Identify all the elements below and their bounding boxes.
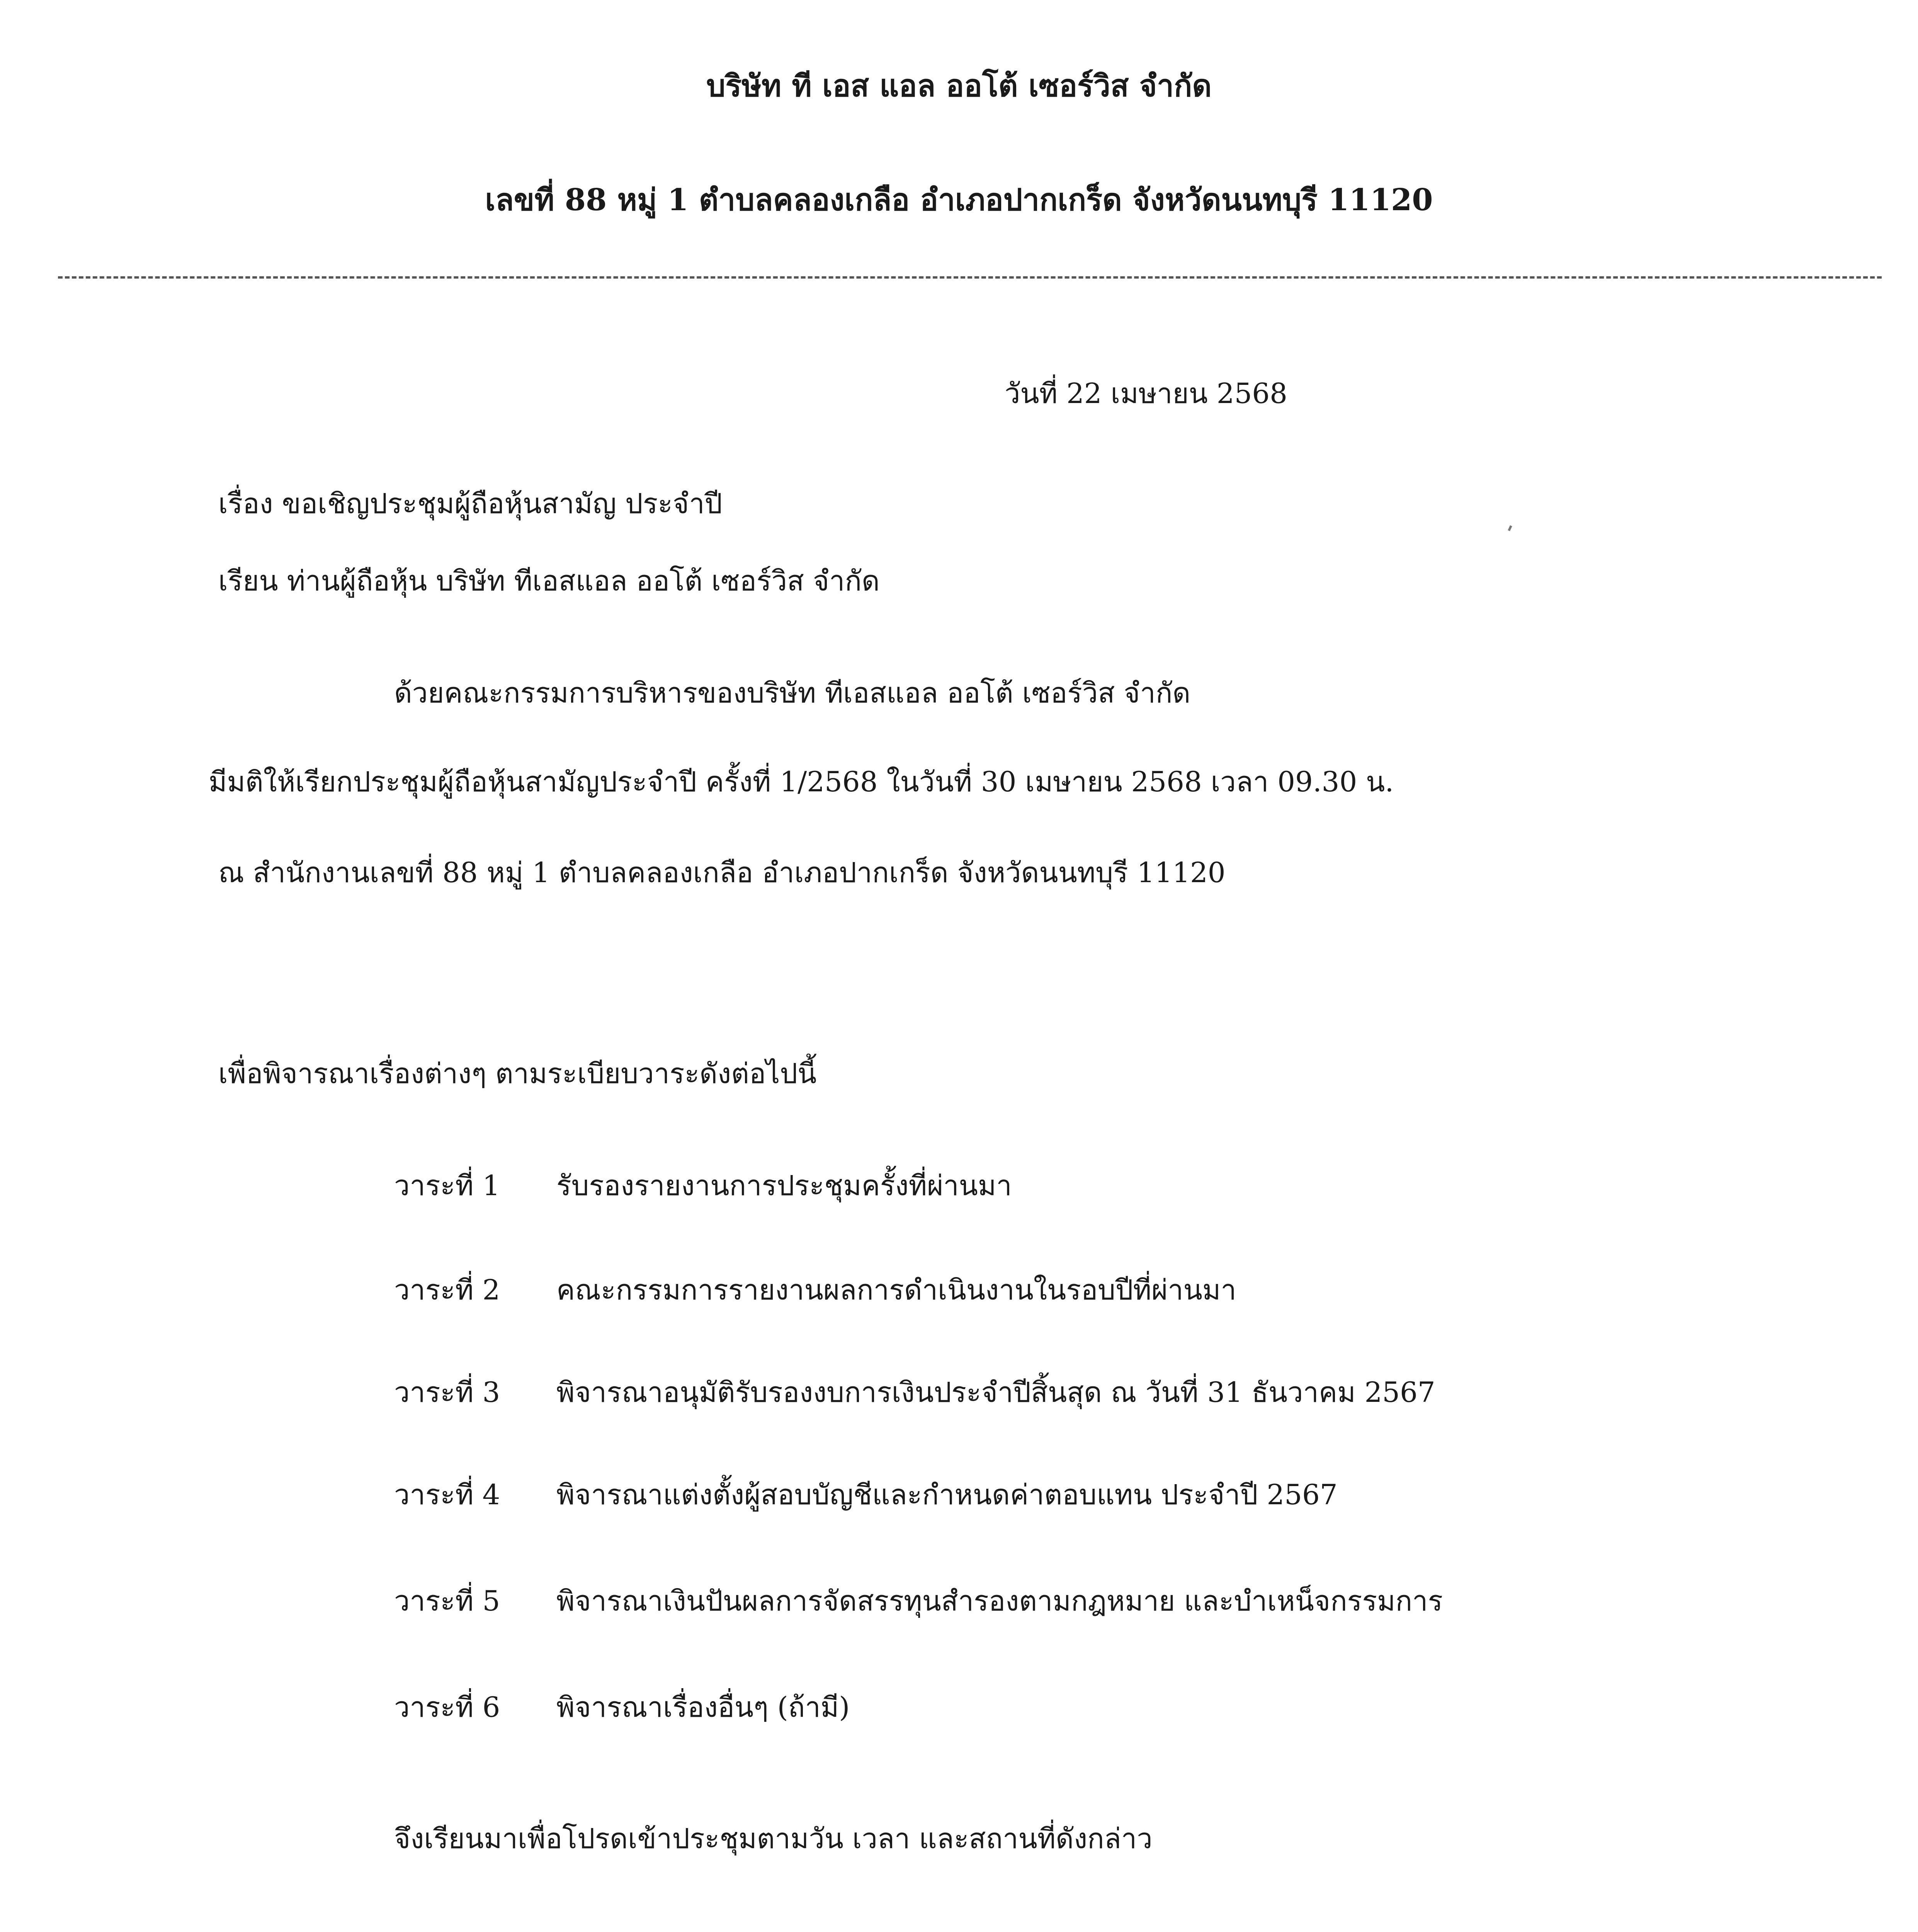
agenda-text: พิจารณาเงินปันผลการจัดสรรทุนสำรองตามกฎหมาย และบำเหน็จกรรมการ [556,1585,1443,1617]
closing-regards [1043,1928,1546,1932]
header-divider [58,276,1882,279]
agenda-text: พิจารณาอนุมัติรับรองงบการเงินประจำปีสิ้นสุด ณ วันที่ 31 ธันวาคม 2567 [556,1376,1435,1408]
agenda-text: รับรองรายงานการประชุมครั้งที่ผ่านมา [556,1169,1012,1202]
agenda-item [394,1578,1443,1623]
agenda-item [394,1267,1236,1312]
agenda-text: คณะกรรมการรายงานผลการดำเนินงานในรอบปีที่ผ่านมา [556,1274,1236,1306]
agenda-number: วาระที่ 4 [394,1478,500,1511]
agenda-number: วาระที่ 6 [394,1691,500,1723]
agenda-intro: เพื่อพิจารณาเรื่องต่างๆ ตามระเบียบวาระดังต่อไปนี้ [218,1057,817,1090]
agenda-number: วาระที่ 5 [394,1585,500,1617]
letter-recipient: เรียน ท่านผู้ถือหุ้น บริษัท ทีเอสแอล ออโต้ เซอร์วิส จำกัด [218,565,880,597]
body-line-2: มีมติให้เรียกประชุมผู้ถือหุ้นสามัญประจำปี ครั้งที่ 1/2568 ในวันที่ 30 เมษายน 2568 เวลา 09.30 น. [209,765,1394,798]
agenda-item [394,1685,850,1729]
company-address: เลขที่ 88 หมู่ 1 ตำบลคลองเกลือ อำเภอปากเกร็ด จังหวัดนนทบุรี 11120 [485,182,1433,218]
letter-subject: เรื่อง ขอเชิญประชุมผู้ถือหุ้นสามัญ ประจำปี [218,487,723,520]
agenda-item [394,1472,1338,1517]
agenda-number: วาระที่ 1 [394,1169,500,1202]
agenda-text: พิจารณาเรื่องอื่นๆ (ถ้ามี) [556,1691,850,1723]
letter-date: วันที่ 22 เมษายน 2568 [1005,377,1287,410]
agenda-number: วาระที่ 3 [394,1376,500,1408]
company-name: บริษัท ที เอส แอล ออโต้ เซอร์วิส จำกัด [706,68,1212,104]
agenda-text: พิจารณาแต่งตั้งผู้สอบบัญชีและกำหนดค่าตอบแทน ประจำปี 2567 [556,1478,1338,1511]
agenda-number: วาระที่ 2 [394,1274,500,1306]
scan-mark [1508,525,1512,531]
agenda-item [394,1163,1012,1208]
body-line-1: ด้วยคณะกรรมการบริหารของบริษัท ทีเอสแอล ออโต้ เซอร์วิส จำกัด [394,677,1191,709]
agenda-item [394,1370,1435,1414]
body-line-3: ณ สำนักงานเลขที่ 88 หมู่ 1 ตำบลคลองเกลือ อำเภอปากเกร็ด จังหวัดนนทบุรี 11120 [218,856,1226,889]
closing-invitation: จึงเรียนมาเพื่อโปรดเข้าประชุมตามวัน เวลา และสถานที่ดังกล่าว [394,1822,1153,1855]
